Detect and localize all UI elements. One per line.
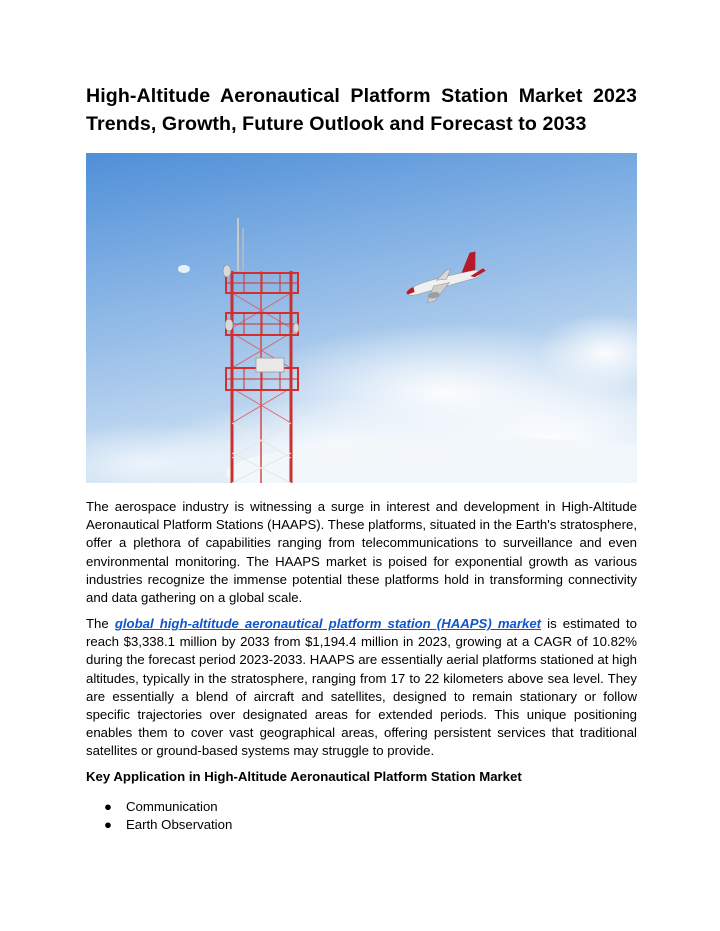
list-item-label: Earth Observation <box>126 817 233 832</box>
page-title: High-Altitude Aeronautical Platform Station Market 2023 Trends, Growth, Future Outlook and Forecast to 2033 <box>86 85 637 135</box>
paragraph-rest: is estimated to reach $3,338.1 million by 2033 from $1,194.4 million in 2023, growing at a CAGR of 10.82% during the forecast period 2023-2033. HAAPS are essentially aerial platforms stationed at high altitudes, typically in the stratosphere, ranging from 17 to 22 kilometers above sea level. They are essentially a blend of aircraft and satellites, designed to remain stationary or follow specific trajectories over designated areas for extended periods. This unique positioning enables them to cover vast geographical areas, offering persistent services that traditional satellites or ground-based systems may struggle to provide. <box>86 616 638 759</box>
list-item <box>86 798 232 816</box>
list-item-label: Communication <box>126 799 218 814</box>
hero-image <box>86 153 637 483</box>
haaps-market-link[interactable]: global high-altitude aeronautical platform station (HAAPS) market <box>114 616 542 631</box>
intro-paragraph: The aerospace industry is witnessing a surge in interest and development in High-Altitude Aeronautical Platform Stations (HAAPS). These platforms, situated in the Earth's stratosphere, offer a plethora of capabilities ranging from telecommunications to surveillance and even environmental monitoring. The HAAPS market is poised for exponential growth as various industries recognize the immense potential these platforms hold in transforming connectivity and data gathering on a global scale. <box>86 499 637 606</box>
paragraph-lead: The <box>86 616 115 631</box>
section-heading: Key Application in High-Altitude Aeronautical Platform Station Market <box>86 769 522 784</box>
market-paragraph <box>86 615 637 761</box>
list-item <box>86 816 232 834</box>
bullet-icon: ● <box>104 817 112 832</box>
applications-list <box>86 798 232 834</box>
bullet-icon: ● <box>104 799 112 814</box>
